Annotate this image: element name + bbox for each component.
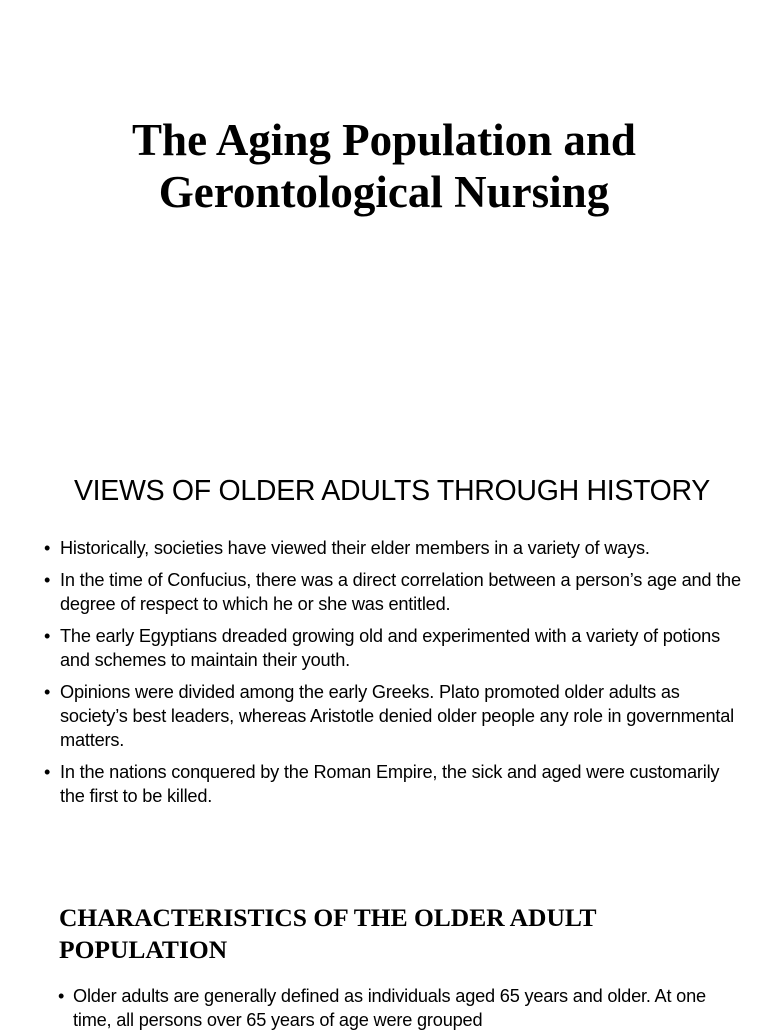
list-item-text: Historically, societies have viewed their elder members in a variety of ways.: [60, 538, 650, 558]
bullet-list: [44, 536, 744, 816]
slide-title-heading: [0, 114, 768, 218]
list-item-text: Older adults are generally defined as individuals aged 65 years and older. At one time, all persons over 65 years of age were grouped: [73, 986, 706, 1030]
slide-views-history: [0, 432, 768, 864]
bullet-marker: •: [44, 626, 51, 646]
list-item-text: In the time of Confucius, there was a direct correlation between a person’s age and the degree of respect to which he or she was entitled.: [60, 570, 741, 614]
slide-characteristics: [0, 864, 768, 1030]
list-item-text: Opinions were divided among the early Greeks. Plato promoted older adults as society’s best leaders, whereas Aristotle denied older people any role in governmental matters.: [60, 682, 734, 750]
list-item: [58, 984, 718, 1032]
list-item: [44, 760, 744, 808]
bullet-marker: •: [44, 682, 51, 702]
list-item-text: The early Egyptians dreaded growing old and experimented with a variety of potions and schemes to maintain their youth.: [60, 626, 720, 670]
bullet-marker: •: [44, 762, 51, 782]
bullet-marker: •: [58, 986, 65, 1006]
bullet-marker: •: [44, 538, 51, 558]
heading-line-1: CHARACTERISTICS OF THE OLDER ADULT: [59, 903, 597, 932]
slide-title: [0, 0, 768, 432]
bullet-marker: •: [44, 570, 51, 590]
title-line-1: The Aging Population and: [132, 115, 636, 165]
title-line-2: Gerontological Nursing: [158, 167, 610, 217]
list-item: [44, 568, 744, 616]
list-item: [44, 536, 744, 560]
slide-heading: VIEWS OF OLDER ADULTS THROUGH HISTORY: [73, 475, 711, 507]
list-item: [44, 680, 744, 752]
list-item: [44, 624, 744, 672]
list-item-text: In the nations conquered by the Roman Empire, the sick and aged were customarily the first to be killed.: [60, 762, 720, 806]
bullet-list: [58, 984, 718, 1032]
slide-heading: [59, 902, 719, 966]
heading-line-2: POPULATION: [59, 935, 228, 964]
